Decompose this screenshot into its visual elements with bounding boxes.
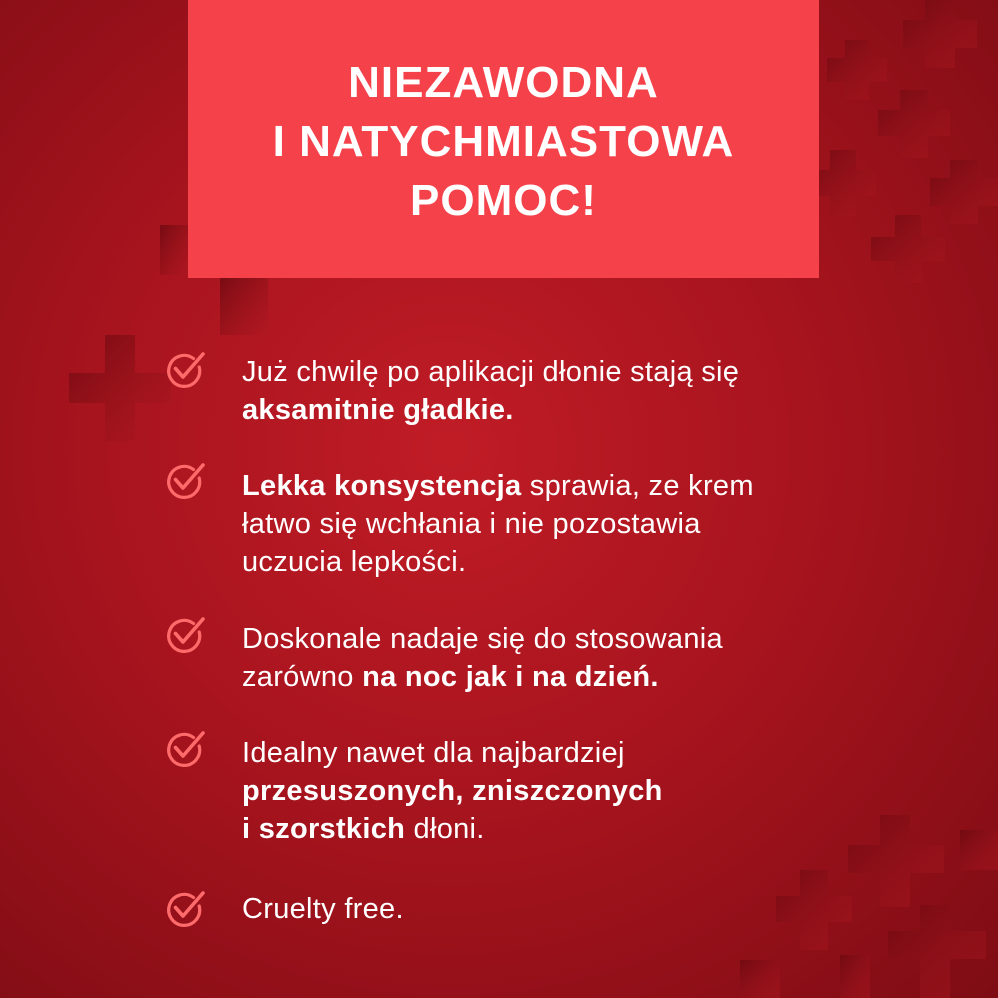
- feature-highlight: na noc jak i na dzień.: [362, 661, 659, 693]
- feature-line: [242, 543, 882, 581]
- feature-highlight: aksamitnie gładkie.: [242, 394, 514, 426]
- medical-cross-icon: [740, 960, 780, 998]
- feature-line: [242, 772, 882, 810]
- feature-line: [242, 505, 882, 543]
- feature-text: [242, 734, 882, 848]
- feature-text-segment: zarówno: [242, 661, 363, 693]
- feature-text-segment: Cruelty free.: [242, 893, 404, 925]
- feature-highlight: i szorstkich: [242, 813, 406, 845]
- feature-text-segment: Już chwilę po aplikacji dłonie stają się: [242, 356, 740, 388]
- check-circle-icon: [163, 614, 205, 656]
- check-circle-icon: [163, 888, 205, 930]
- medical-cross-icon: [220, 275, 268, 335]
- medical-cross-icon: [810, 150, 876, 216]
- medical-cross-icon: [69, 335, 171, 441]
- feature-text: [242, 890, 882, 928]
- medical-cross-icon: [878, 90, 950, 158]
- feature-text-segment: uczucia lepkości.: [242, 546, 467, 578]
- medical-cross-icon: [903, 0, 977, 68]
- check-circle-icon: [163, 349, 205, 391]
- feature-line: [242, 658, 882, 696]
- feature-text-segment: sprawia, ze krem: [521, 470, 754, 502]
- feature-line: [242, 734, 882, 772]
- medical-cross-icon: [888, 905, 986, 998]
- feature-text-segment: Idealny nawet dla najbardziej: [242, 737, 625, 769]
- feature-text-segment: Doskonale nadaje się do stosowania: [242, 623, 723, 655]
- feature-line: [242, 890, 882, 928]
- feature-text: [242, 467, 882, 581]
- banner-title-line: I NATYCHMIASTOWA: [272, 116, 735, 166]
- feature-line: [242, 353, 882, 391]
- medical-cross-icon: [160, 225, 188, 275]
- medical-cross-icon: [930, 160, 998, 224]
- feature-line: [242, 620, 882, 658]
- medical-cross-icon: [827, 40, 887, 100]
- check-circle-icon: [163, 460, 205, 502]
- header-banner: [188, 0, 819, 278]
- feature-highlight: Lekka konsystencja: [242, 470, 522, 502]
- medical-cross-icon: [960, 830, 998, 870]
- banner-title-line: NIEZAWODNA: [348, 57, 659, 107]
- feature-line: [242, 810, 882, 848]
- feature-highlight: przesuszonych, zniszczonych: [242, 775, 663, 807]
- medical-cross-icon: [840, 955, 870, 998]
- feature-text-segment: dłoni.: [405, 813, 485, 845]
- banner-title: [273, 53, 735, 230]
- feature-text-segment: łatwo się wchłania i nie pozostawia: [242, 508, 701, 540]
- check-circle-icon: [163, 728, 205, 770]
- feature-text: [242, 620, 882, 696]
- medical-cross-icon: [871, 215, 945, 283]
- feature-line: [242, 467, 882, 505]
- banner-title-line: POMOC!: [410, 175, 597, 225]
- feature-text: [242, 353, 882, 429]
- feature-line: [242, 391, 882, 429]
